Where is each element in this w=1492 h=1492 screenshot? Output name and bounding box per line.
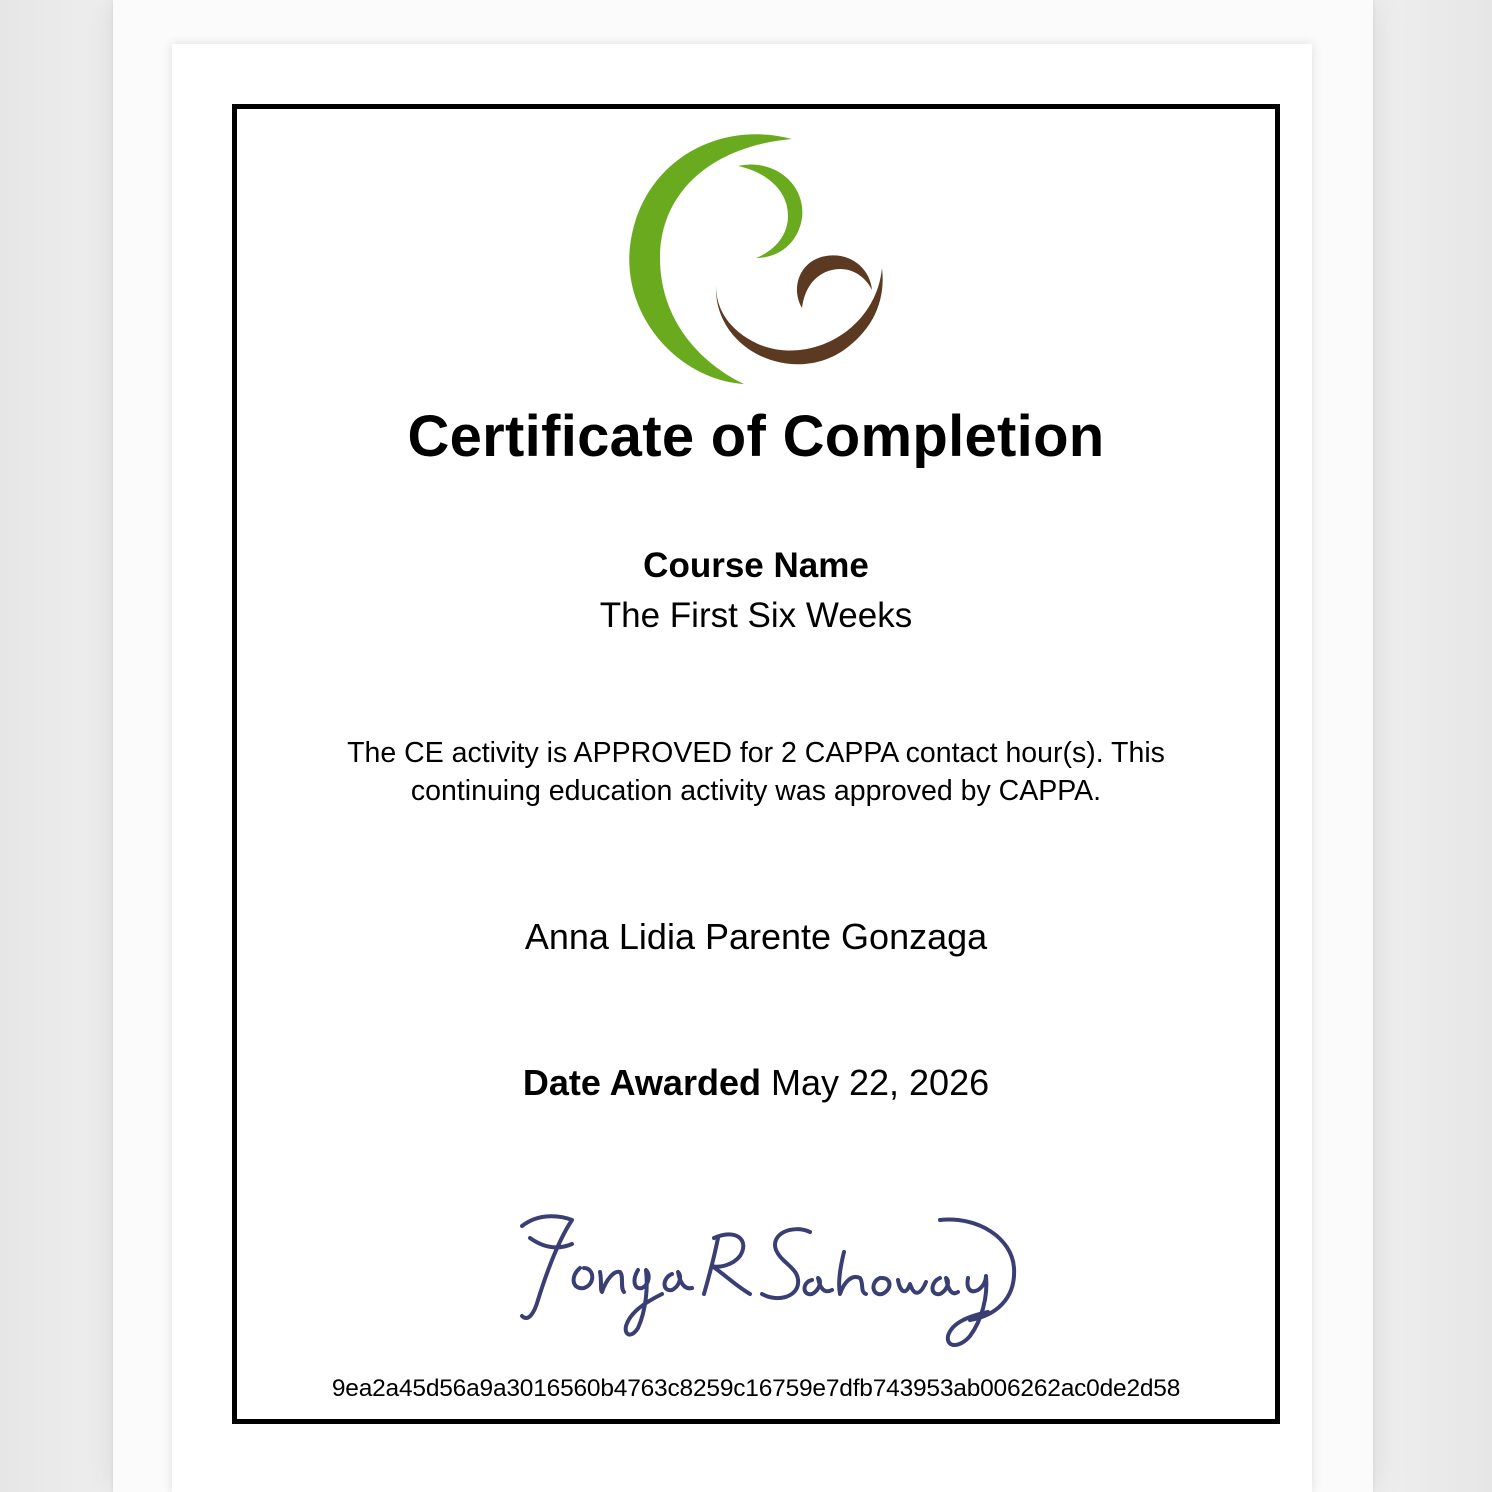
verification-hash: 9ea2a45d56a9a3016560b4763c8259c16759e7dfb743953ab006262ac0de2d58: [331, 1375, 1181, 1402]
course-name-value: The First Six Weeks: [599, 596, 913, 635]
logo-brown-swirl: [797, 255, 872, 308]
date-awarded-label: Date Awarded: [522, 1062, 761, 1103]
date-awarded: [237, 1060, 1275, 1106]
cappa-logo-icon: [620, 118, 890, 390]
approval-statement: [237, 734, 1275, 810]
course-name-label: Course Name: [643, 546, 869, 585]
signature: [500, 1198, 1030, 1358]
recipient-name: Anna Lidia Parente Gonzaga: [524, 916, 988, 957]
date-awarded-value: May 22, 2026: [770, 1062, 990, 1103]
logo-green-swirl: [738, 165, 802, 258]
approval-line-2: continuing education activity was approved by CAPPA.: [410, 775, 1102, 807]
approval-line-1: The CE activity is APPROVED for 2 CAPPA contact hour(s). This: [347, 737, 1165, 769]
certificate-title: Certificate of Completion: [407, 404, 1105, 469]
